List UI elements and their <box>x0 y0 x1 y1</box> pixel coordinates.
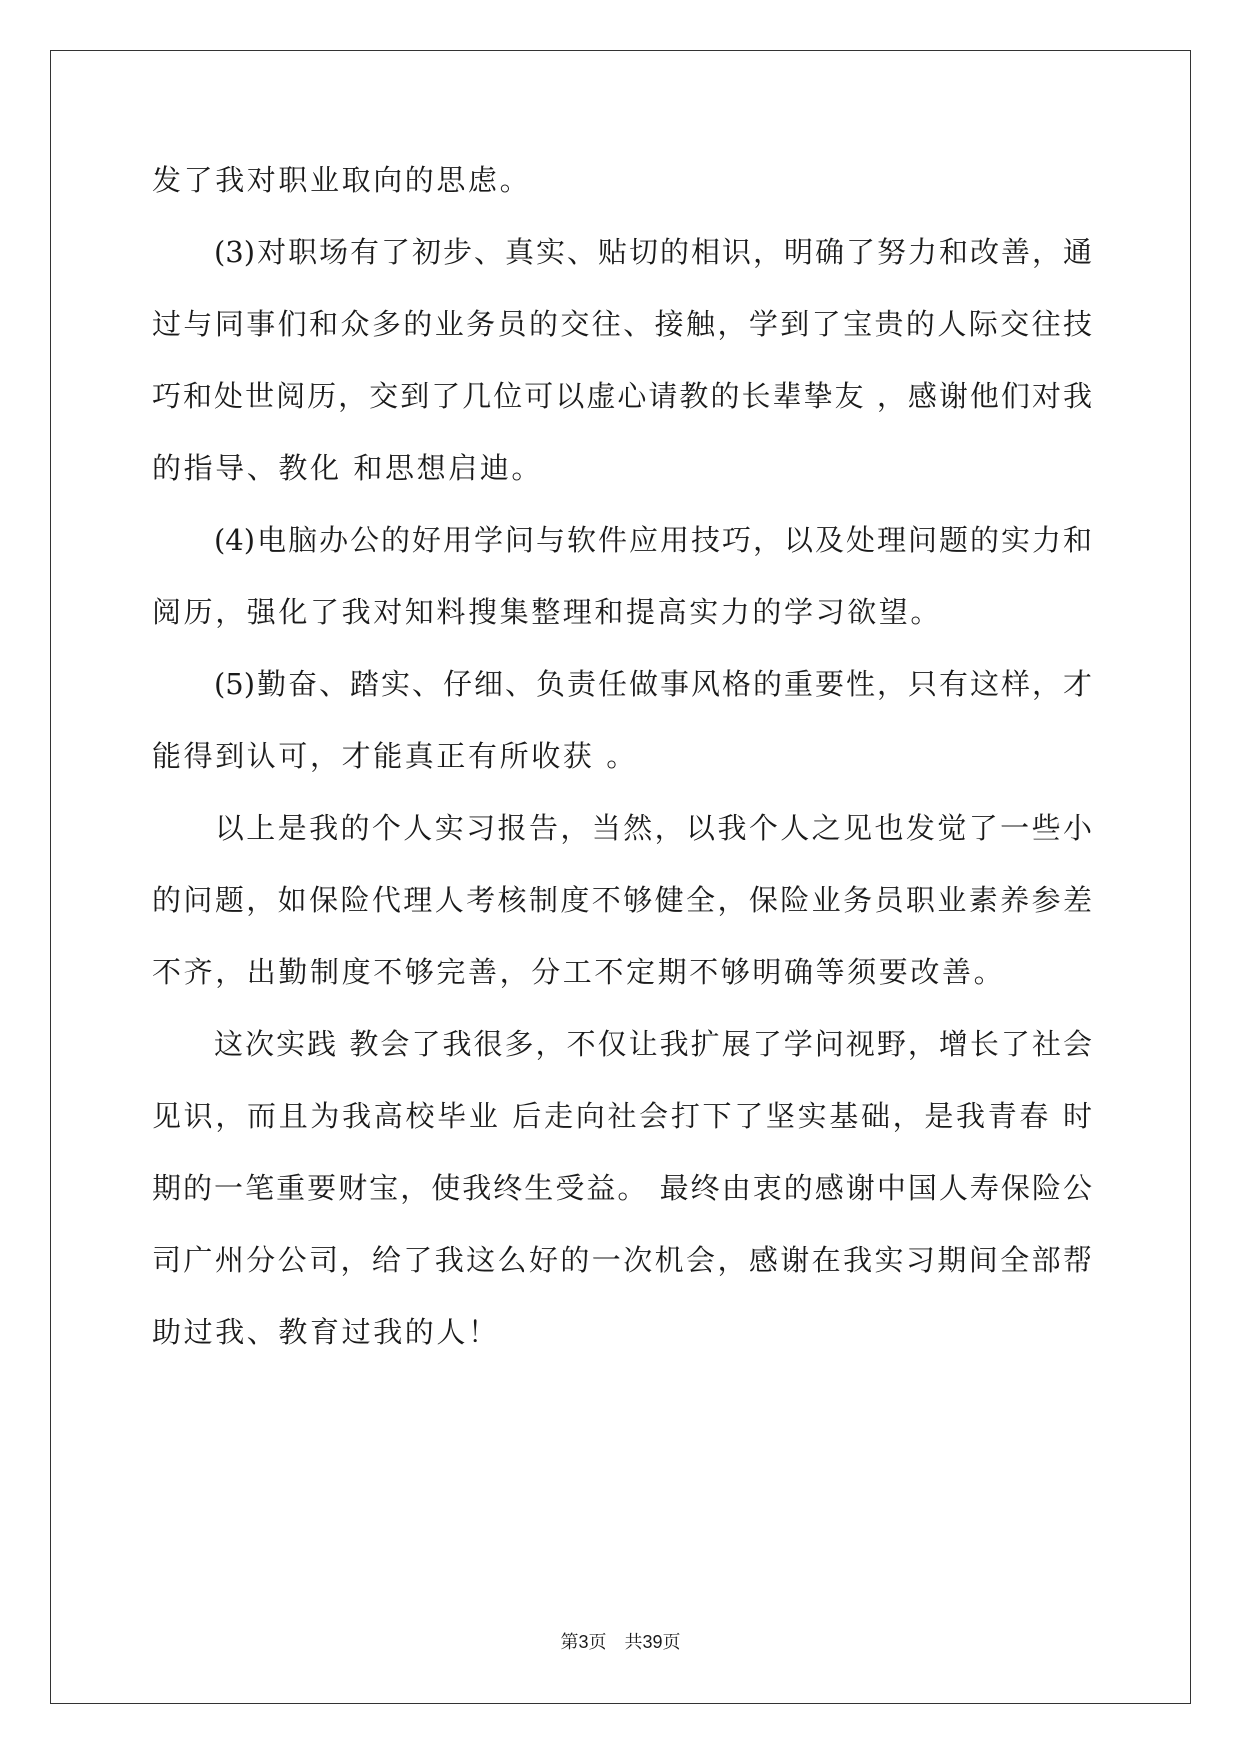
text-line: 阅历，强化了我对知料搜集整理和提高实力的学习欲望。 <box>152 595 943 629</box>
current-page-number: 3 <box>578 1632 589 1652</box>
text-line: 能得到认可，才能真正有所收获 。 <box>152 739 638 773</box>
text-line: 发了我对职业取向的思虑。 <box>152 163 532 197</box>
text-line: 过与同事们和众多的业务员的交往、接触，学到了宝贵的人际交往技 <box>152 307 1092 341</box>
text-line: 的问题，如保险代理人考核制度不够健全，保险业务员职业素养参差 <box>152 883 1092 917</box>
text-line: 助过我、教育过我的人！ <box>152 1315 500 1349</box>
text-line: 不齐，出勤制度不够完善，分工不定期不够明确等须要改善。 <box>152 955 1006 989</box>
text-line: 以上是我的个人实习报告，当然，以我个人之见也发觉了一些小 <box>152 811 1092 845</box>
text-line: 的指导、教化 和思想启迪。 <box>152 451 544 485</box>
page-frame <box>50 50 1191 1704</box>
text-line: 见识，而且为我高校毕业 后走向社会打下了坚实基础，是我青春 时 <box>152 1099 1092 1133</box>
text-line: 这次实践 教会了我很多，不仅让我扩展了学问视野，增长了社会 <box>152 1027 1092 1061</box>
text-line: 巧和处世阅历，交到了几位可以虚心请教的长辈挚友 ，感谢他们对我 <box>152 379 1092 413</box>
text-line: 司广州分公司，给了我这么好的一次机会，感谢在我实习期间全部帮 <box>152 1243 1092 1277</box>
text-line: (4)电脑办公的好用学问与软件应用技巧，以及处理问题的实力和 <box>152 523 1092 557</box>
text-line: 期的一笔重要财宝，使我终生受益。 最终由衷的感谢中国人寿保险公 <box>152 1171 1092 1205</box>
text-line: (3)对职场有了初步、真实、贴切的相识，明确了努力和改善，通 <box>152 235 1092 269</box>
total-page-count: 39 <box>642 1632 663 1652</box>
page-footer <box>0 1630 1241 1655</box>
text-line: (5)勤奋、踏实、仔细、负责任做事风格的重要性，只有这样，才 <box>152 667 1092 701</box>
footer-suffix: 页 <box>662 1632 681 1653</box>
footer-middle: 页 共 <box>588 1632 643 1653</box>
footer-prefix: 第 <box>560 1632 579 1653</box>
